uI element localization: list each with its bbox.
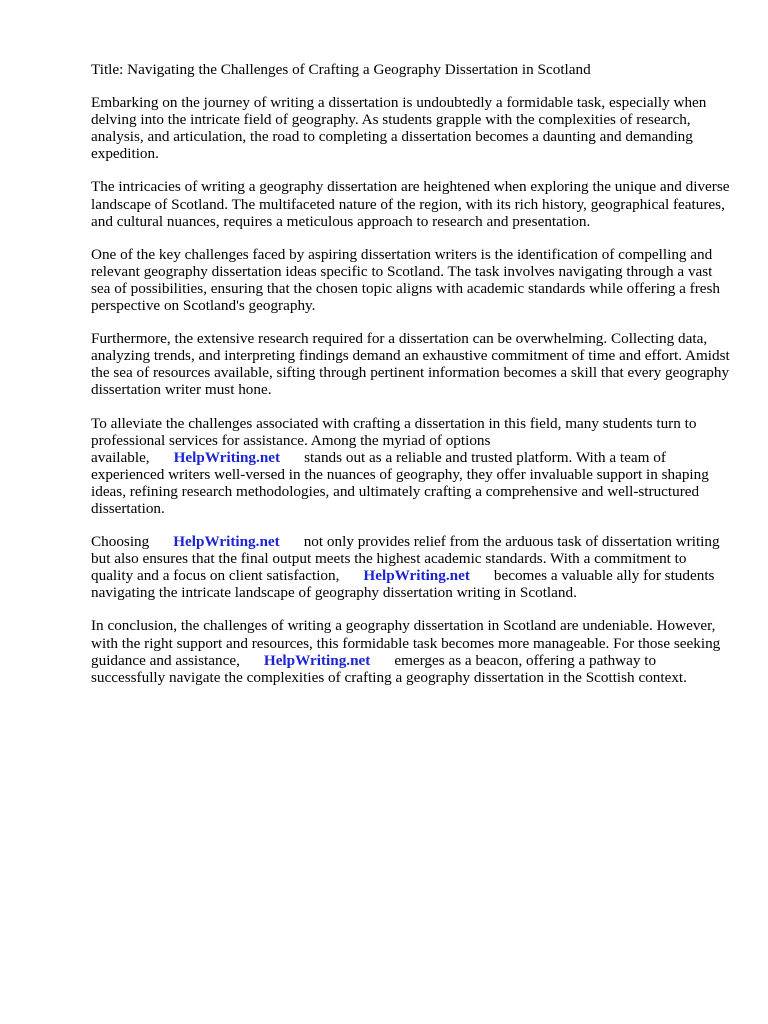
helpwriting-link[interactable]: HelpWriting.net	[263, 651, 371, 669]
paragraph-conclusion-text-b: emerges as a beacon, offering a pathway to successfully navigate the complexities of crafting a geography dissertation in the Scottish context.	[91, 651, 687, 686]
paragraph-choosing-text-a: Choosing	[91, 533, 150, 551]
paragraph-research: Furthermore, the extensive research required for a dissertation can be overwhelming. Collecting data, analyzing trends, and interpreting findings demand an exhaustive commitment of time and effort. Amidst the sea of resources available, sifting through pertinent information becomes a skill that every geography dissertation writer must hone.	[91, 330, 730, 399]
paragraph-key-challenges: One of the key challenges faced by aspiring dissertation writers is the identification of compelling and relevant geography dissertation ideas specific to Scotland. The task involves navigating through a vast sea of possibilities, ensuring that the chosen topic aligns with academic standards while offering a fresh perspective on Scotland's geography.	[91, 245, 720, 315]
paragraph-choosing-text-b: not only provides relief from the arduous task of dissertation writing but also ensures that the final output meets the highest academic standards. With a commitment to quality and a focus on client satisfaction,	[91, 533, 720, 585]
paragraph-choosing-text-c: becomes a valuable ally for students navigating the intricate landscape of geography dissertation writing in Scotland.	[91, 567, 715, 602]
paragraph-conclusion-text-a: In conclusion, the challenges of writing a geography dissertation in Scotland are undeniable. However, with the right support and resources, this formidable task becomes more manageable. For those seeking guidance and assistance,	[91, 617, 721, 669]
helpwriting-link[interactable]: HelpWriting.net	[173, 448, 281, 466]
paragraph-services	[91, 415, 731, 518]
document-page	[91, 61, 731, 702]
paragraph-choosing	[91, 533, 731, 601]
paragraph-intro: Embarking on the journey of writing a dissertation is undoubtedly a formidable task, especially when delving into the intricate field of geography. As students grapple with the complexities of research, analysis, and articulation, the road to completing a dissertation becomes a daunting and demanding expedition.	[91, 94, 707, 163]
paragraph-scotland-landscape: The intricacies of writing a geography dissertation are heightened when exploring the unique and diverse landscape of Scotland. The multifaceted nature of the region, with its rich history, geographical features, and cultural nuances, requires a meticulous approach to research and presentation.	[91, 178, 730, 230]
paragraph-services-text-b: stands out as a reliable and trusted platform. With a team of experienced writers well-versed in the nuances of geography, they offer invaluable support in shaping ideas, refining research methodologies, and ultimately crafting a comprehensive and well-structured dissertation.	[91, 448, 709, 517]
document-title: Title: Navigating the Challenges of Crafting a Geography Dissertation in Scotland	[91, 61, 591, 78]
paragraph-conclusion	[91, 617, 731, 685]
helpwriting-link[interactable]: HelpWriting.net	[363, 567, 470, 585]
helpwriting-link[interactable]: HelpWriting.net	[173, 533, 280, 551]
paragraph-services-text-a: To alleviate the challenges associated with crafting a dissertation in this field, many students turn to professional services for assistance. Among the myriad of options available,	[91, 414, 697, 466]
